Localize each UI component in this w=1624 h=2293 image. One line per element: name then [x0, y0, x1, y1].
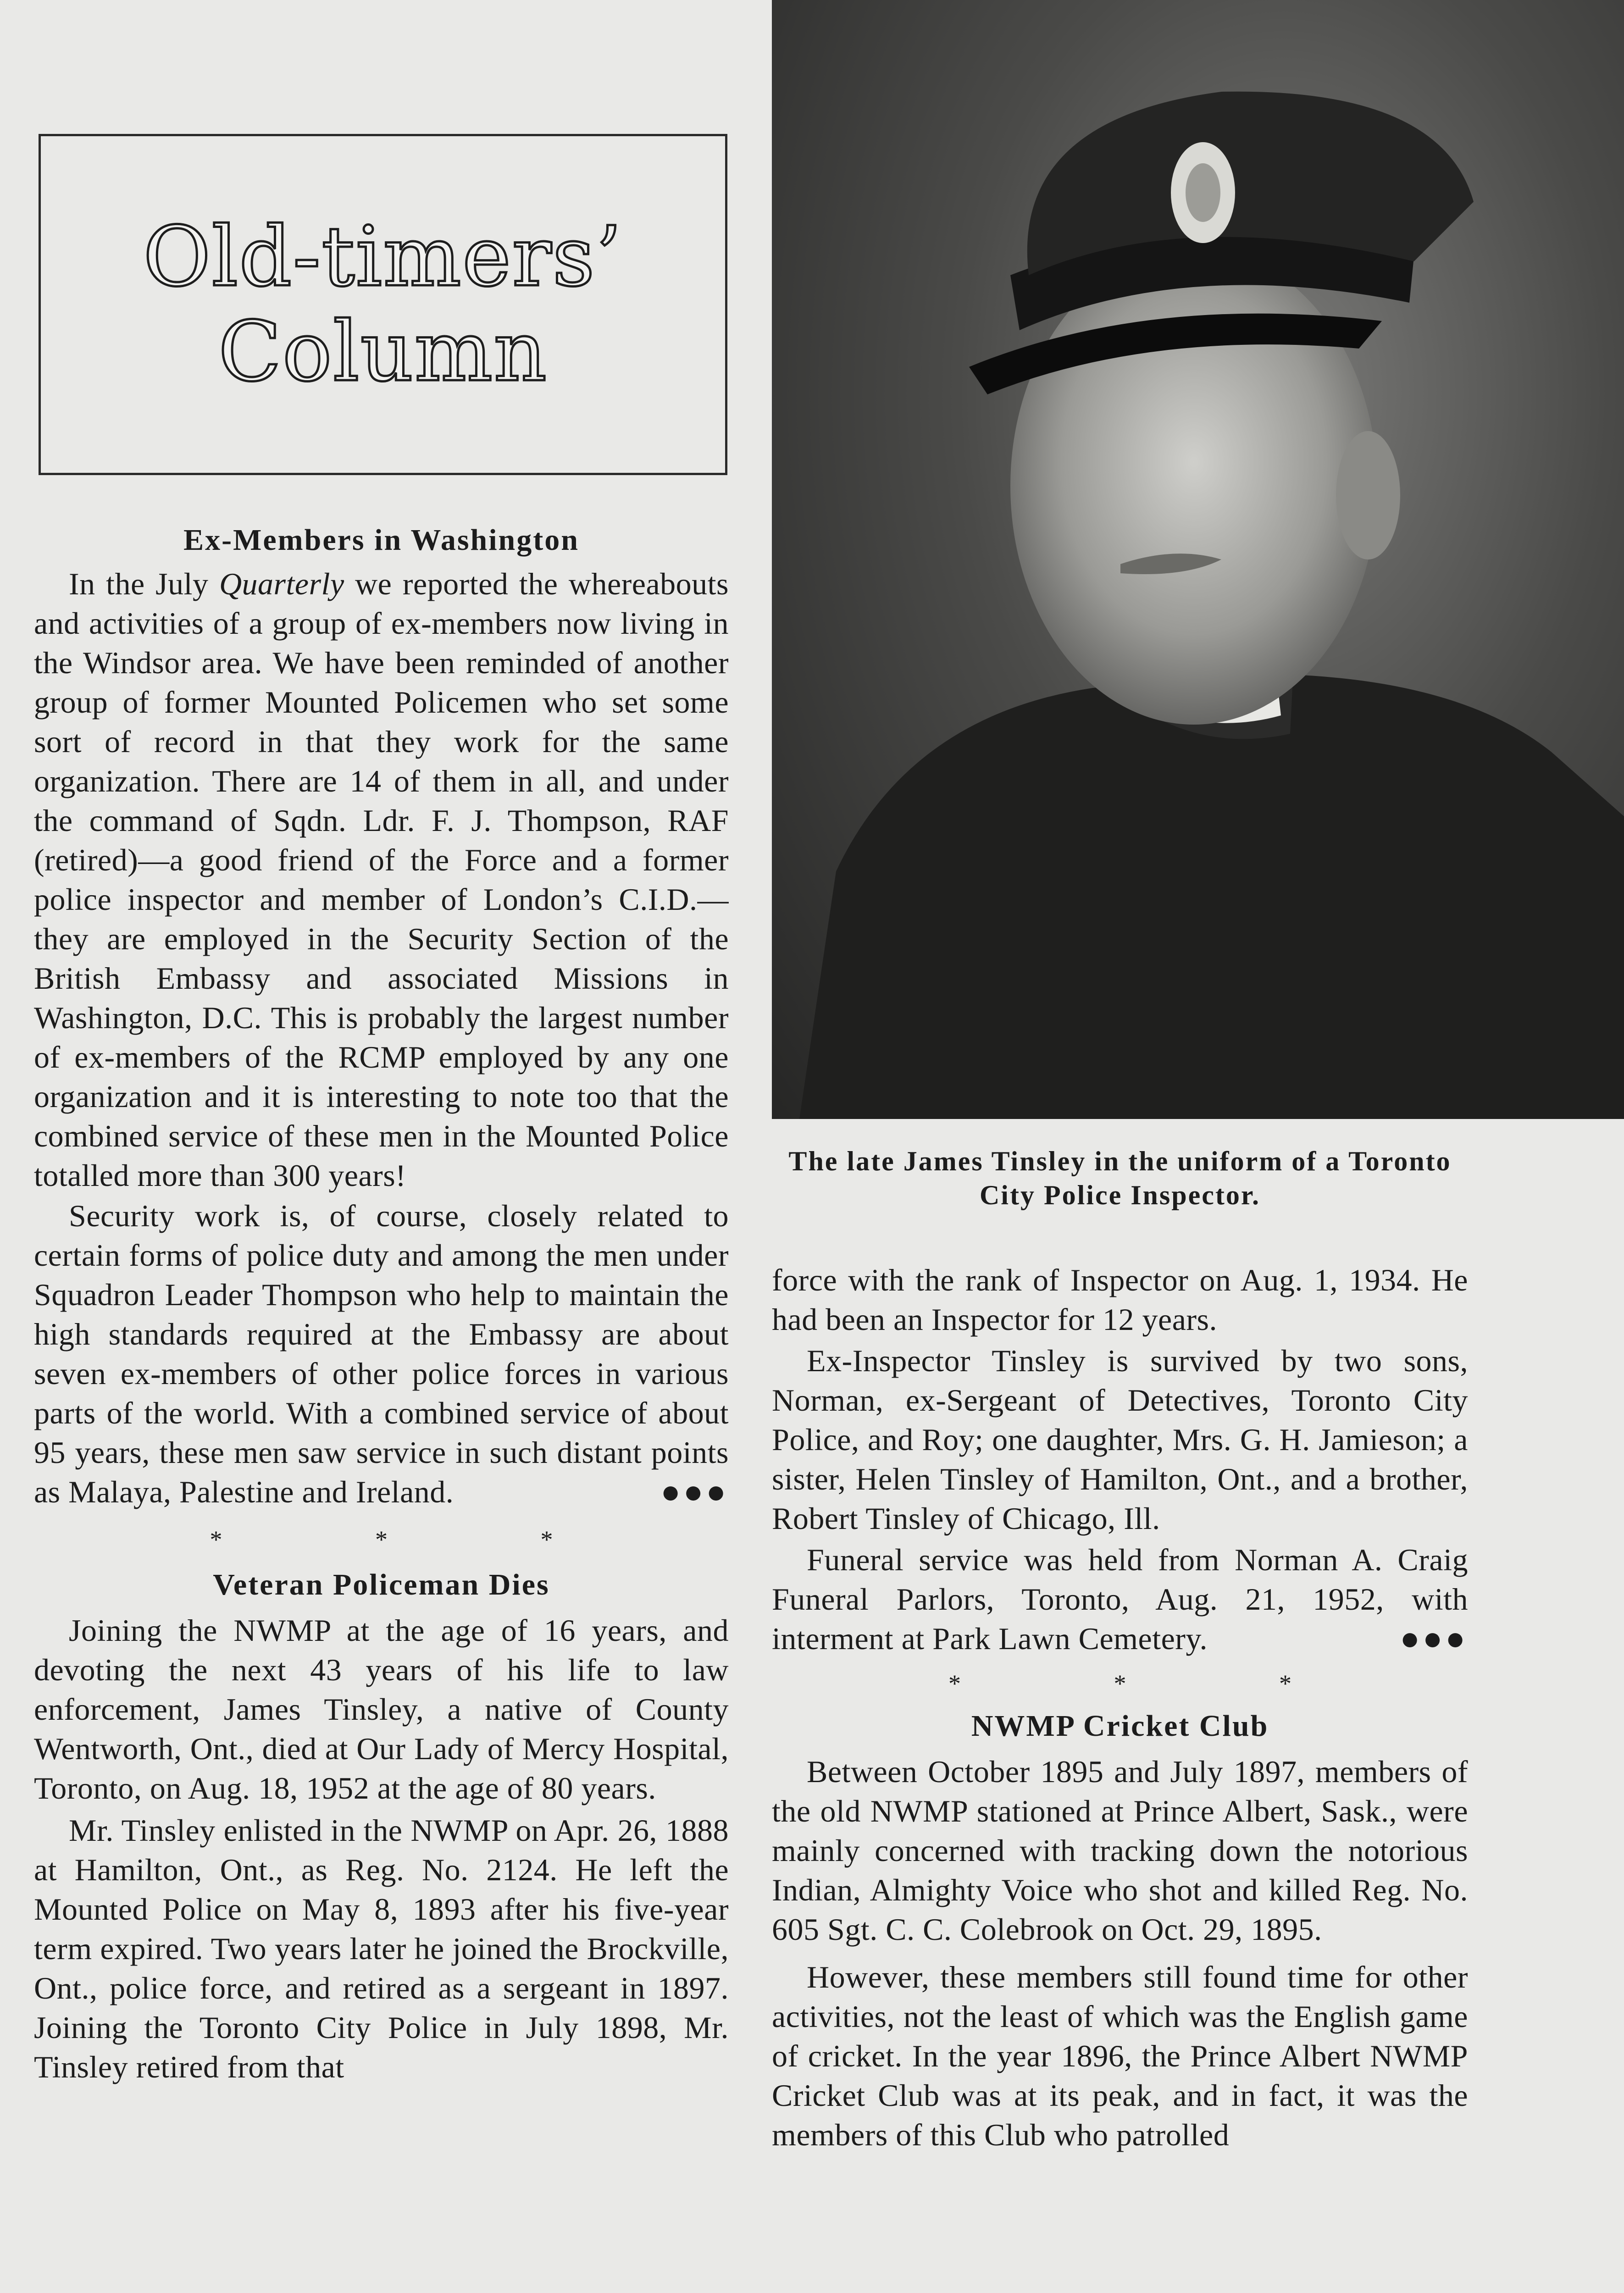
portrait-photo — [772, 0, 1624, 1119]
article-veteran-paragraph-1: Joining the NWMP at the age of 16 years, and devoting the next 43 years of his life to law enforcement, James Tinsley, a native of County Wentworth, Ont., died at Our Lady of Mercy Hospital, Toronto, on Aug. 18, 1952 at the age of 80 years. — [34, 1613, 729, 1806]
article-cricket-paragraph-2: However, these members still found time for other activities, not the least of which was the English game of cricket. In the year 1896, the Prince Albert NWMP Cricket Club was at its peak, and in fact, it was the members of this Club who patrolled — [772, 1960, 1468, 2152]
right-column — [772, 1260, 1468, 2155]
article-veteran-paragraph-2-continued: force with the rank of Inspector on Aug. 1, 1934. He had been an Inspector for 12 years. — [772, 1263, 1468, 1337]
end-of-article-bullets: ●●● — [660, 1473, 729, 1510]
column-title-box — [39, 134, 727, 475]
article-heading-veteran: Veteran Policeman Dies — [213, 1568, 550, 1601]
section-separator: * * * — [210, 1526, 626, 1553]
para-text: Security work is, of course, closely related to certain forms of police duty and among the men under Squadron Leader Thompson who help to maintain the high standards required at the Embassy are about seven ex-members of other police forces in various parts of the world. With a combined service of about 95 years, these men saw service in such distant points as Malaya, Palestine and Ireland. — [34, 1198, 729, 1509]
photo-caption: The late James Tinsley in the uniform of a Toronto City Police Inspector. — [788, 1146, 1452, 1210]
article-heading-ex-members: Ex-Members in Washington — [183, 523, 579, 557]
article-veteran-paragraph-3: Ex-Inspector Tinsley is survived by two sons, Norman, ex-Sergeant of Detectives, Toronto City Police, and Roy; one daughter, Mrs. G. H. Jamieson; a sister, Helen Tinsley of Hamilton, Ont., and a brother, Robert Tinsley of Chicago, Ill. — [772, 1343, 1468, 1536]
article-ex-members-paragraph-2 — [34, 1196, 729, 1512]
article-cricket-paragraph-1: Between October 1895 and July 1897, members of the old NWMP stationed at Prince Albert, Sask., were mainly concerned with tracking down the notorious Indian, Almighty Voice who shot and killed Reg. No. 605 Sgt. C. C. Colebrook on Oct. 29, 1895. — [772, 1754, 1468, 1947]
article-veteran-paragraph-2: Mr. Tinsley enlisted in the NWMP on Apr. 26, 1888 at Hamilton, Ont., as Reg. No. 2124. He left the Mounted Police on May 8, 1893 after his five-year term expired. Two years later he joined the Brockville, Ont., police force, and retired as a sergeant in 1897. Joining the Toronto City Police in July 1898, Mr. Tinsley retired from that — [34, 1813, 729, 2084]
para-text: Funeral service was held from Norman A. Craig Funeral Parlors, Toronto, Aug. 21, 1952, with interment at Park Lawn Cemetery. — [772, 1542, 1468, 1656]
column-title-line-2: Column — [218, 304, 548, 400]
left-column — [34, 523, 729, 2087]
para-text-post: we reported the whereabouts and activities of a group of ex-members now living in the Windsor area. We have been reminded of another group of former Mounted Policemen who set some sort of record in that they work for the same organization. There are 14 of them in all, and under the command of Sqdn. Ldr. F. J. Thompson, RAF (retired)—a good friend of the Force and a former police inspector and member of London’s C.I.D.—they are employed in the Security Section of the British Embassy and associated Missions in Washington, D.C. This is probably the largest number of ex-members of the RCMP employed by any one organization and it is interesting to note too that the combined service of these men in the Mounted Police totalled more than 300 years! — [34, 566, 729, 1193]
section-separator: * * * — [948, 1670, 1365, 1697]
portrait-illustration — [772, 0, 1624, 1119]
article-ex-members-paragraph-1 — [34, 564, 729, 1195]
quarterly-italic: Quarterly — [219, 566, 344, 601]
article-veteran-paragraph-4 — [772, 1540, 1468, 1658]
end-of-article-bullets: ●●● — [1400, 1620, 1468, 1657]
article-heading-cricket: NWMP Cricket Club — [971, 1709, 1269, 1743]
para-text-pre: In the July — [69, 566, 219, 601]
column-title-line-1: Old-timers’ — [143, 209, 623, 305]
